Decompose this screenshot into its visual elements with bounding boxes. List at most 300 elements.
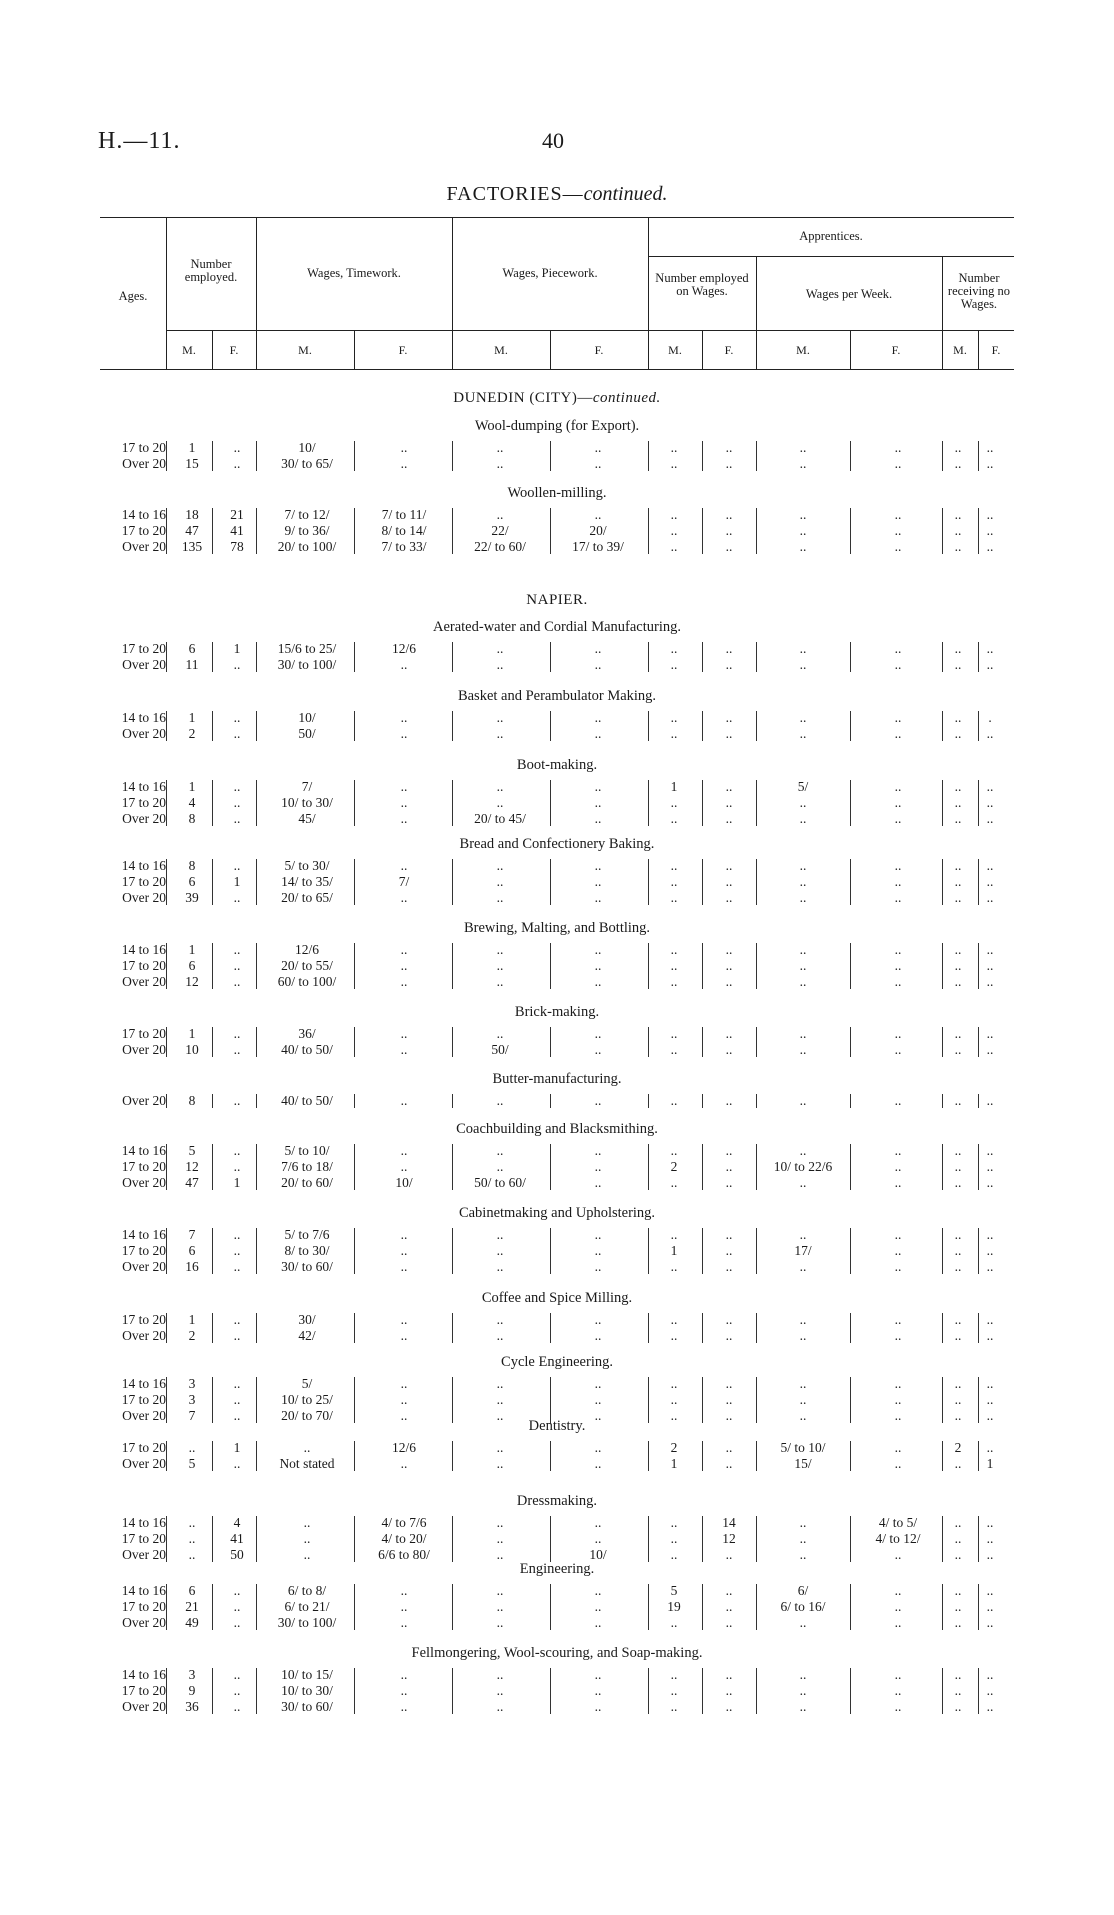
cell-appr-employed-m: .. [670,726,678,741]
cell-timework-f: .. [400,974,408,989]
table-row [0,1143,1114,1159]
cell-piecework-m: .. [496,779,504,794]
cell-appr-nowage-f: .. [986,1699,994,1714]
cell-timework-f: .. [400,440,408,455]
cell-employed-m: 5 [188,1456,196,1471]
column-rule [648,1441,649,1471]
column-rule [978,508,979,554]
column-rule [942,1441,943,1471]
column-rule [850,711,851,741]
cell-appr-wages-f: .. [894,641,902,656]
cell-appr-wages-f: .. [894,1667,902,1682]
cell-appr-nowage-f: .. [986,440,994,455]
cell-employed-f: .. [233,1599,241,1614]
cell-appr-employed-m: .. [670,795,678,810]
cell-appr-nowage-m: .. [954,456,962,471]
column-rule [850,1441,851,1471]
cell-employed-m: 1 [188,440,196,455]
cell-piecework-m: .. [496,1667,504,1682]
cell-appr-employed-m: .. [670,440,678,455]
cell-appr-nowage-m: .. [954,507,962,522]
cell-appr-nowage-m: .. [954,539,962,554]
column-rule [550,780,551,826]
cell-timework-m: 10/ to 30/ [281,795,333,810]
cell-age: Over 20 [122,539,166,554]
column-rule [354,1027,355,1057]
column-rule [452,1027,453,1057]
cell-piecework-m: .. [496,1143,504,1158]
cell-appr-nowage-m: 2 [954,1440,962,1455]
cell-appr-wages-f: .. [894,710,902,725]
cell-appr-nowage-m: .. [954,942,962,957]
column-rule [354,441,355,471]
column-rule [942,859,943,905]
cell-age: 17 to 20 [121,1312,166,1327]
column-rule [702,1228,703,1274]
section-continued: continued. [592,390,661,406]
cell-appr-employed-f: .. [725,1227,733,1242]
cell-appr-wages-m: .. [799,942,807,957]
cell-timework-m: 20/ to 100/ [277,539,337,554]
cell-piecework-m: .. [496,795,504,810]
table-row [0,1175,1114,1191]
cell-employed-m: 10 [185,1042,199,1057]
cell-appr-nowage-f: .. [986,456,994,471]
cell-appr-employed-m: .. [670,811,678,826]
column-rule [256,1668,257,1714]
cell-age: Over 20 [122,1328,166,1343]
table-row [0,1699,1114,1715]
cell-appr-wages-m: .. [799,710,807,725]
cell-timework-f: .. [400,710,408,725]
column-rule [850,1144,851,1190]
column-rule [550,1228,551,1274]
cell-appr-nowage-f: .. [986,1683,994,1698]
document-reference: H.—11. [98,128,181,154]
cell-appr-nowage-m: .. [954,1312,962,1327]
cell-appr-employed-f: .. [725,456,733,471]
cell-appr-employed-m: .. [670,1408,678,1423]
cell-timework-f: 7/ [398,874,410,889]
column-rule [978,1027,979,1057]
column-rule [354,1094,355,1108]
cell-appr-employed-m: .. [670,1547,678,1562]
column-rule [166,859,167,905]
cell-piecework-m: .. [496,1227,504,1242]
cell-piecework-f: .. [594,779,602,794]
cell-timework-m: 8/ to 30/ [284,1243,330,1258]
column-rule [354,642,355,672]
column-rule [166,943,167,989]
cell-appr-nowage-f: .. [986,779,994,794]
cell-piecework-f: .. [594,1376,602,1391]
cell-timework-m: .. [303,1440,311,1455]
cell-appr-employed-f: .. [725,1312,733,1327]
cell-appr-wages-f: .. [894,779,902,794]
cell-timework-m: Not stated [279,1456,335,1471]
cell-age: Over 20 [122,1547,166,1562]
cell-timework-m: 40/ to 50/ [281,1042,333,1057]
column-rule [212,642,213,672]
column-rule [756,1377,757,1423]
column-rule [550,642,551,672]
cell-appr-nowage-f: .. [986,641,994,656]
column-rule [452,508,453,554]
cell-timework-f: .. [400,456,408,471]
cell-appr-nowage-m: .. [954,726,962,741]
cell-appr-employed-m: .. [670,1328,678,1343]
cell-timework-f: 7/ to 11/ [381,507,427,522]
cell-employed-m: 6 [188,1583,196,1598]
column-rule [978,1228,979,1274]
column-rule [452,943,453,989]
cell-appr-employed-m: .. [670,1615,678,1630]
cell-appr-nowage-f: .. [986,874,994,889]
column-rule [942,1313,943,1343]
trade-heading: Aerated-water and Cordial Manufacturing. [432,619,681,635]
cell-employed-m: 1 [188,942,196,957]
column-rule [212,943,213,989]
table-row [0,710,1114,726]
cell-timework-m: 30/ to 65/ [281,456,333,471]
column-rule [756,1584,757,1630]
cell-piecework-f: .. [594,811,602,826]
cell-appr-nowage-m: .. [954,1456,962,1471]
column-rule [978,859,979,905]
cell-employed-f: .. [233,440,241,455]
column-rule [978,1584,979,1630]
cell-appr-nowage-f: .. [986,539,994,554]
cell-age: Over 20 [122,1408,166,1423]
cell-age: 17 to 20 [121,795,166,810]
trade-heading: Dressmaking. [516,1493,598,1509]
cell-piecework-f: .. [594,1531,602,1546]
column-rule [212,1228,213,1274]
cell-appr-employed-f: .. [725,974,733,989]
cell-timework-f: .. [400,858,408,873]
cell-piecework-f: .. [594,974,602,989]
column-rule [550,1668,551,1714]
cell-employed-f: .. [233,1143,241,1158]
column-rule [756,859,757,905]
cell-appr-wages-f: .. [894,1392,902,1407]
cell-appr-nowage-m: .. [954,1328,962,1343]
cell-appr-nowage-m: .. [954,1583,962,1598]
cell-employed-f: .. [233,726,241,741]
cell-appr-wages-f: .. [894,507,902,522]
column-rule [452,780,453,826]
cell-timework-f: .. [400,1376,408,1391]
column-rule [942,508,943,554]
cell-employed-f: .. [233,858,241,873]
cell-appr-nowage-f: .. [986,1328,994,1343]
cell-piecework-m: .. [496,1259,504,1274]
column-rule [648,642,649,672]
column-rule [756,508,757,554]
column-rule [756,780,757,826]
cell-appr-wages-m: .. [799,1259,807,1274]
cell-appr-employed-f: .. [725,1259,733,1274]
cell-piecework-f: .. [594,507,602,522]
cell-timework-m: 60/ to 100/ [277,974,337,989]
cell-piecework-m: .. [496,1456,504,1471]
column-rule [702,441,703,471]
column-rule [354,1441,355,1471]
cell-timework-m: 20/ to 65/ [281,890,333,905]
column-rule [550,1144,551,1190]
cell-timework-f: .. [400,657,408,672]
cell-appr-wages-m: .. [799,1531,807,1546]
cell-employed-m: 6 [188,641,196,656]
column-rule [648,1228,649,1274]
cell-appr-employed-m: .. [670,539,678,554]
column-rule [978,1313,979,1343]
header-m: M. [796,343,810,357]
cell-employed-m: 16 [185,1259,199,1274]
cell-timework-f: .. [400,1026,408,1041]
cell-piecework-f: .. [594,1392,602,1407]
cell-appr-wages-f: .. [894,858,902,873]
cell-timework-f: .. [400,890,408,905]
column-rule [256,943,257,989]
cell-employed-m: 3 [188,1376,196,1391]
column-rule [702,711,703,741]
cell-employed-m: 49 [185,1615,199,1630]
column-rule [550,859,551,905]
cell-employed-f: .. [233,657,241,672]
cell-timework-m: 7/ [301,779,313,794]
cell-appr-wages-m: 10/ to 22/6 [773,1159,833,1174]
cell-piecework-m: .. [496,710,504,725]
column-rule [702,1027,703,1057]
cell-timework-m: 36/ [298,1026,316,1041]
cell-employed-f: 41 [230,523,244,538]
column-rule [942,1144,943,1190]
cell-appr-employed-f: .. [725,1683,733,1698]
column-rule [166,1094,167,1108]
column-rule [702,1441,703,1471]
trade-heading: Brick-making. [514,1004,600,1020]
cell-employed-f: .. [233,942,241,957]
column-rule [212,1377,213,1423]
cell-appr-employed-m: .. [670,710,678,725]
column-rule [648,1094,649,1108]
cell-employed-f: .. [233,1583,241,1598]
cell-appr-wages-f: .. [894,1026,902,1041]
cell-appr-wages-m: .. [799,726,807,741]
cell-employed-m: 15 [185,456,199,471]
cell-age: 14 to 16 [121,1583,166,1598]
column-rule [942,642,943,672]
cell-timework-f: .. [400,1599,408,1614]
column-rule [942,1584,943,1630]
cell-piecework-m: .. [496,657,504,672]
cell-appr-nowage-f: .. [986,1515,994,1530]
header-appr-no-wages: Number receiving no Wages. [947,271,1011,311]
cell-timework-f: .. [400,811,408,826]
cell-appr-nowage-f: .. [986,1243,994,1258]
cell-appr-nowage-m: .. [954,1615,962,1630]
cell-appr-employed-m: .. [670,974,678,989]
column-rule [648,1027,649,1057]
column-rule [452,859,453,905]
cell-appr-nowage-m: .. [954,440,962,455]
cell-appr-nowage-f: .. [986,726,994,741]
column-rule [756,1027,757,1057]
column-rule [756,1313,757,1343]
cell-timework-m: .. [303,1515,311,1530]
cell-timework-f: .. [400,1243,408,1258]
column-rule [942,1668,943,1714]
cell-appr-wages-m: .. [799,440,807,455]
cell-appr-wages-f: .. [894,1599,902,1614]
cell-timework-m: 5/ to 7/6 [284,1227,330,1242]
cell-piecework-f: .. [594,1456,602,1471]
cell-piecework-f: .. [594,1699,602,1714]
cell-appr-nowage-m: .. [954,1699,962,1714]
column-rule [850,780,851,826]
table-row [0,1615,1114,1631]
cell-appr-wages-m: .. [799,507,807,522]
column-rule [256,1094,257,1108]
column-rule [256,642,257,672]
column-rule [256,1313,257,1343]
column-rule [452,1313,453,1343]
cell-timework-m: 12/6 [294,942,319,957]
cell-appr-employed-f: .. [725,1143,733,1158]
cell-employed-m: 8 [188,811,196,826]
cell-appr-nowage-f: .. [986,1547,994,1562]
cell-appr-nowage-m: .. [954,1683,962,1698]
cell-appr-wages-f: .. [894,890,902,905]
cell-appr-wages-f: .. [894,1042,902,1057]
cell-piecework-f: .. [594,1599,602,1614]
cell-age: Over 20 [122,811,166,826]
cell-age: 17 to 20 [121,1531,166,1546]
column-rule [452,1228,453,1274]
cell-piecework-f: .. [594,1328,602,1343]
column-rule [166,1228,167,1274]
cell-timework-f: .. [400,1408,408,1423]
cell-appr-nowage-m: .. [954,874,962,889]
cell-timework-f: .. [400,1042,408,1057]
cell-appr-wages-f: .. [894,1175,902,1190]
column-rule [452,1094,453,1108]
cell-appr-employed-m: .. [670,1026,678,1041]
cell-appr-wages-m: .. [799,1515,807,1530]
column-rule [978,943,979,989]
column-rule [452,1668,453,1714]
cell-appr-nowage-m: .. [954,1547,962,1562]
cell-piecework-m: 22/ [491,523,509,538]
cell-employed-m: 3 [188,1667,196,1682]
cell-timework-m: 20/ to 60/ [281,1175,333,1190]
cell-appr-employed-m: .. [670,523,678,538]
cell-employed-m: 12 [185,1159,199,1174]
cell-appr-wages-f: 4/ to 5/ [878,1515,918,1530]
cell-appr-nowage-m: .. [954,1392,962,1407]
column-rule [978,1144,979,1190]
trade-heading: Bread and Confectionery Baking. [459,836,655,852]
cell-piecework-f: .. [594,1515,602,1530]
column-rule [942,1094,943,1108]
cell-appr-nowage-f: .. [986,974,994,989]
cell-appr-employed-f: .. [725,1599,733,1614]
cell-age: 17 to 20 [121,641,166,656]
cell-appr-wages-m: .. [799,974,807,989]
cell-appr-employed-f: .. [725,1547,733,1562]
cell-piecework-m: .. [496,456,504,471]
cell-appr-wages-m: .. [799,523,807,538]
cell-appr-wages-m: .. [799,1376,807,1391]
table-row [0,1159,1114,1175]
cell-employed-f: .. [233,1026,241,1041]
cell-appr-wages-f: .. [894,726,902,741]
header-m: M. [494,343,508,357]
cell-appr-employed-f: .. [725,710,733,725]
cell-appr-nowage-f: .. [986,657,994,672]
cell-appr-wages-f: .. [894,974,902,989]
cell-appr-wages-m: 6/ [797,1583,809,1598]
column-rule [256,1144,257,1190]
cell-appr-employed-m: 5 [670,1583,678,1598]
cell-appr-employed-f: .. [725,1456,733,1471]
cell-appr-wages-f: .. [894,1615,902,1630]
column-rule [212,1584,213,1630]
cell-appr-wages-m: .. [799,1143,807,1158]
column-rule [256,711,257,741]
table-row [0,1440,1114,1456]
column-rule [212,1668,213,1714]
cell-employed-f: 50 [230,1547,244,1562]
cell-appr-employed-m: 1 [670,1456,678,1471]
table-row [0,1312,1114,1328]
cell-timework-f: 7/ to 33/ [381,539,427,554]
column-rule [256,1027,257,1057]
cell-appr-wages-f: 4/ to 12/ [875,1531,921,1546]
column-rule [702,1516,703,1562]
cell-age: Over 20 [122,890,166,905]
cell-employed-f: .. [233,958,241,973]
cell-age: Over 20 [122,657,166,672]
cell-age: 17 to 20 [121,1392,166,1407]
cell-age: 17 to 20 [121,523,166,538]
cell-employed-f: 78 [230,539,244,554]
cell-piecework-f: .. [594,1042,602,1057]
cell-appr-wages-f: .. [894,1328,902,1343]
column-rule [166,1441,167,1471]
cell-timework-m: 10/ to 30/ [281,1683,333,1698]
cell-piecework-f: .. [594,858,602,873]
apprentices-rule [648,256,1014,257]
cell-appr-employed-f: .. [725,1175,733,1190]
column-rule [648,441,649,471]
table-row [0,811,1114,827]
cell-piecework-f: .. [594,1175,602,1190]
cell-appr-employed-m: 19 [667,1599,681,1614]
cell-appr-wages-m: .. [799,657,807,672]
section-heading-napier [0,592,1114,609]
cell-timework-f: 6/6 to 80/ [378,1547,430,1562]
column-rule [702,508,703,554]
cell-employed-m: 6 [188,958,196,973]
cell-appr-wages-m: 6/ to 16/ [780,1599,826,1614]
column-rule [256,859,257,905]
column-rule [850,1516,851,1562]
cell-employed-f: .. [233,1456,241,1471]
cell-piecework-f: .. [594,1615,602,1630]
column-rule [550,711,551,741]
